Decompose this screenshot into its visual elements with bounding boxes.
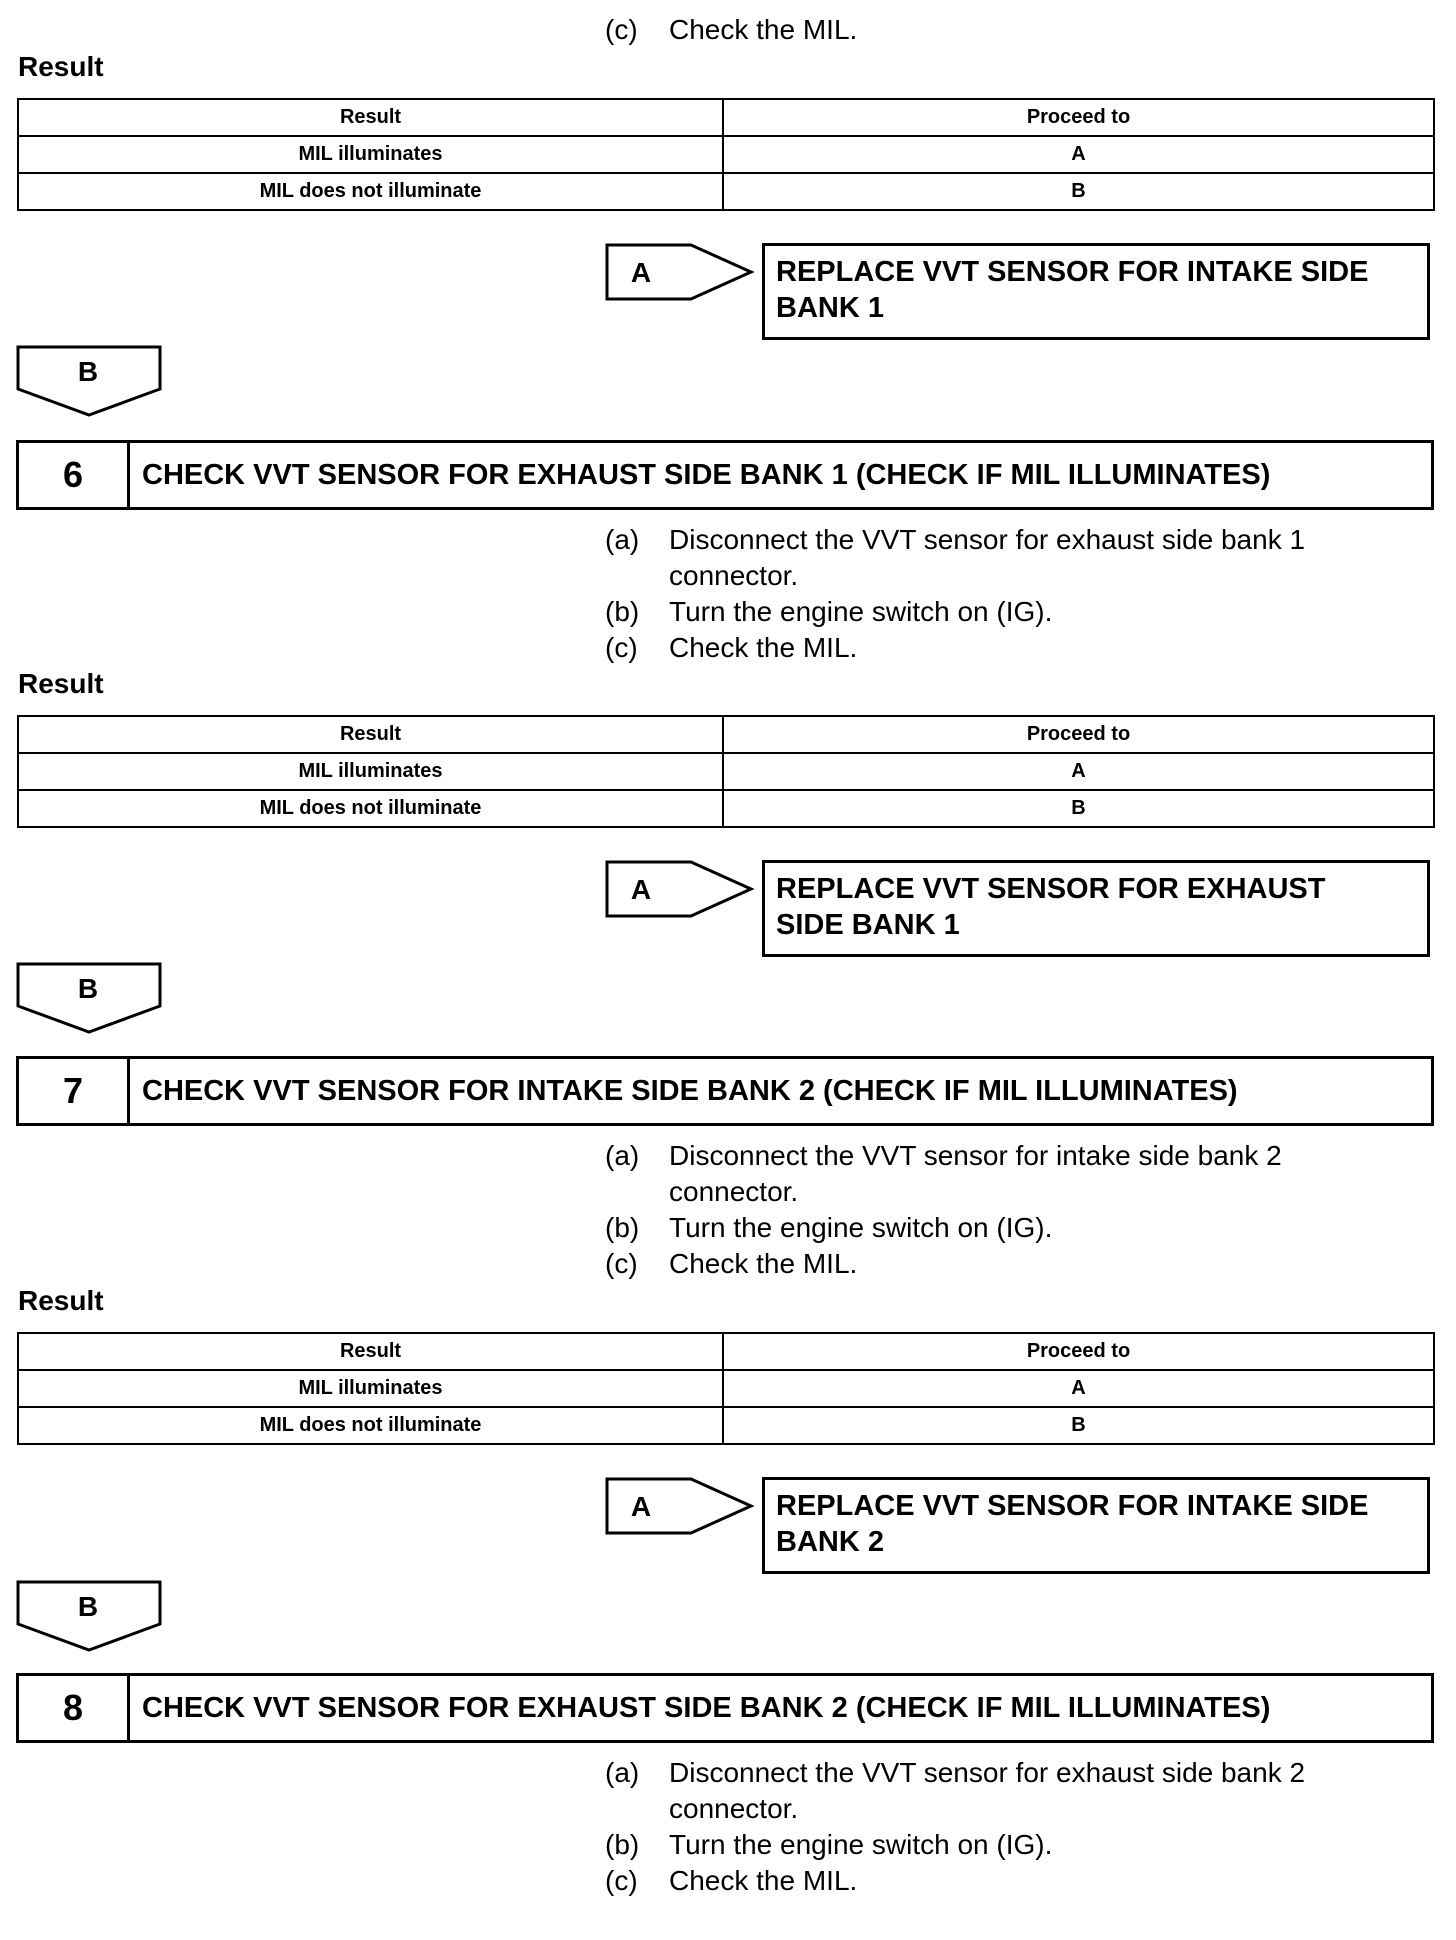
- result-table: [17, 98, 1435, 211]
- table-header-row: [18, 1333, 1434, 1370]
- flow-letter-b: B: [77, 356, 99, 387]
- step-header: [16, 1673, 1434, 1743]
- result-heading: Result: [18, 1285, 104, 1316]
- action-box: [762, 1477, 1430, 1574]
- step-title: CHECK VVT SENSOR FOR EXHAUST SIDE BANK 2 (CHECK IF MIL ILLUMINATES): [142, 1692, 1271, 1724]
- result-cell: MIL illuminates: [18, 136, 723, 173]
- proceed-cell: B: [723, 790, 1434, 827]
- flow-arrow-b: [16, 345, 162, 417]
- step-text: Check the MIL.: [669, 1865, 858, 1896]
- result-cell: MIL illuminates: [18, 1370, 723, 1407]
- procedure-step: [605, 630, 1405, 666]
- right-arrow-icon: [605, 860, 755, 918]
- action-box: [762, 860, 1430, 957]
- procedure-step: [605, 1246, 1405, 1282]
- procedure-step: [605, 1210, 1405, 1246]
- table-header-row: [18, 99, 1434, 136]
- result-cell: MIL does not illuminate: [18, 1407, 723, 1444]
- right-arrow-icon: [605, 1477, 755, 1535]
- step-label: (c): [605, 632, 638, 663]
- column-header-proceed-to: Proceed to: [723, 1333, 1434, 1370]
- step-number: 7: [19, 1059, 130, 1123]
- result-cell: MIL illuminates: [18, 753, 723, 790]
- step-label: (c): [605, 14, 638, 45]
- step-text: Check the MIL.: [669, 632, 858, 663]
- step-header: [16, 1056, 1434, 1126]
- proceed-cell: A: [723, 753, 1434, 790]
- result-table: [17, 1332, 1435, 1445]
- right-arrow-icon: [605, 243, 755, 301]
- step-text: Turn the engine switch on (IG).: [669, 1829, 1053, 1860]
- procedure-step: [605, 558, 1405, 594]
- step-label: (a): [605, 1140, 640, 1171]
- down-arrow-icon: [16, 1580, 162, 1652]
- step-text: connector.: [669, 560, 799, 591]
- step-label: (c): [605, 1865, 638, 1896]
- table-row: [18, 136, 1434, 173]
- flow-letter-a: A: [630, 874, 652, 905]
- step-text: connector.: [669, 1176, 799, 1207]
- step-header: [16, 440, 1434, 510]
- down-arrow-icon: [16, 962, 162, 1034]
- flow-letter-b: B: [77, 1591, 99, 1622]
- flow-letter-b: B: [77, 973, 99, 1004]
- step-text: Turn the engine switch on (IG).: [669, 596, 1053, 627]
- result-heading: Result: [18, 668, 104, 699]
- table-row: [18, 1407, 1434, 1444]
- action-text-line: REPLACE VVT SENSOR FOR EXHAUST: [776, 873, 1326, 905]
- column-header-result: Result: [18, 99, 723, 136]
- proceed-cell: B: [723, 173, 1434, 210]
- step-label: (b): [605, 1829, 640, 1860]
- procedure-step: [605, 1174, 1405, 1210]
- flow-arrow-a: [605, 243, 755, 301]
- table-row: [18, 790, 1434, 827]
- flow-arrow-a: [605, 860, 755, 918]
- action-text-line: REPLACE VVT SENSOR FOR INTAKE SIDE: [776, 256, 1369, 288]
- table-row: [18, 1370, 1434, 1407]
- step-number: 8: [19, 1676, 130, 1740]
- step-text: Disconnect the VVT sensor for intake side bank 2: [669, 1140, 1282, 1171]
- procedure-step: [605, 1755, 1405, 1791]
- flow-arrow-a: [605, 1477, 755, 1535]
- step-label: (b): [605, 596, 640, 627]
- procedure-step: [605, 1863, 1405, 1899]
- step-label: (b): [605, 1212, 640, 1243]
- table-header-row: [18, 716, 1434, 753]
- step-label: (c): [605, 1248, 638, 1279]
- down-arrow-icon: [16, 345, 162, 417]
- table-row: [18, 753, 1434, 790]
- step-text: Disconnect the VVT sensor for exhaust side bank 1: [669, 524, 1306, 555]
- step-title: CHECK VVT SENSOR FOR EXHAUST SIDE BANK 1 (CHECK IF MIL ILLUMINATES): [142, 459, 1271, 491]
- procedure-step: [605, 12, 1405, 48]
- step-text: Check the MIL.: [669, 1248, 858, 1279]
- flow-arrow-b: [16, 962, 162, 1034]
- procedure-step: [605, 1791, 1405, 1827]
- column-header-result: Result: [18, 716, 723, 753]
- step-text: Check the MIL.: [669, 14, 858, 45]
- step-label: (a): [605, 1757, 640, 1788]
- action-text-line: SIDE BANK 1: [776, 909, 960, 941]
- step-text: Disconnect the VVT sensor for exhaust side bank 2: [669, 1757, 1306, 1788]
- action-box: [762, 243, 1430, 340]
- procedure-step: [605, 522, 1405, 558]
- flow-arrow-b: [16, 1580, 162, 1652]
- flow-letter-a: A: [630, 1491, 652, 1522]
- step-title: CHECK VVT SENSOR FOR INTAKE SIDE BANK 2 (CHECK IF MIL ILLUMINATES): [142, 1075, 1238, 1107]
- step-text: Turn the engine switch on (IG).: [669, 1212, 1053, 1243]
- step-text: connector.: [669, 1793, 799, 1824]
- procedure-step: [605, 594, 1405, 630]
- proceed-cell: A: [723, 136, 1434, 173]
- flow-letter-a: A: [630, 257, 652, 288]
- procedure-step: [605, 1138, 1405, 1174]
- table-row: [18, 173, 1434, 210]
- column-header-proceed-to: Proceed to: [723, 99, 1434, 136]
- procedure-step: [605, 1827, 1405, 1863]
- result-heading: Result: [18, 51, 104, 82]
- column-header-result: Result: [18, 1333, 723, 1370]
- proceed-cell: B: [723, 1407, 1434, 1444]
- column-header-proceed-to: Proceed to: [723, 716, 1434, 753]
- action-text-line: BANK 1: [776, 292, 884, 324]
- result-table: [17, 715, 1435, 828]
- result-cell: MIL does not illuminate: [18, 790, 723, 827]
- result-cell: MIL does not illuminate: [18, 173, 723, 210]
- action-text-line: BANK 2: [776, 1526, 884, 1558]
- action-text-line: REPLACE VVT SENSOR FOR INTAKE SIDE: [776, 1490, 1369, 1522]
- step-number: 6: [19, 443, 130, 507]
- step-label: (a): [605, 524, 640, 555]
- proceed-cell: A: [723, 1370, 1434, 1407]
